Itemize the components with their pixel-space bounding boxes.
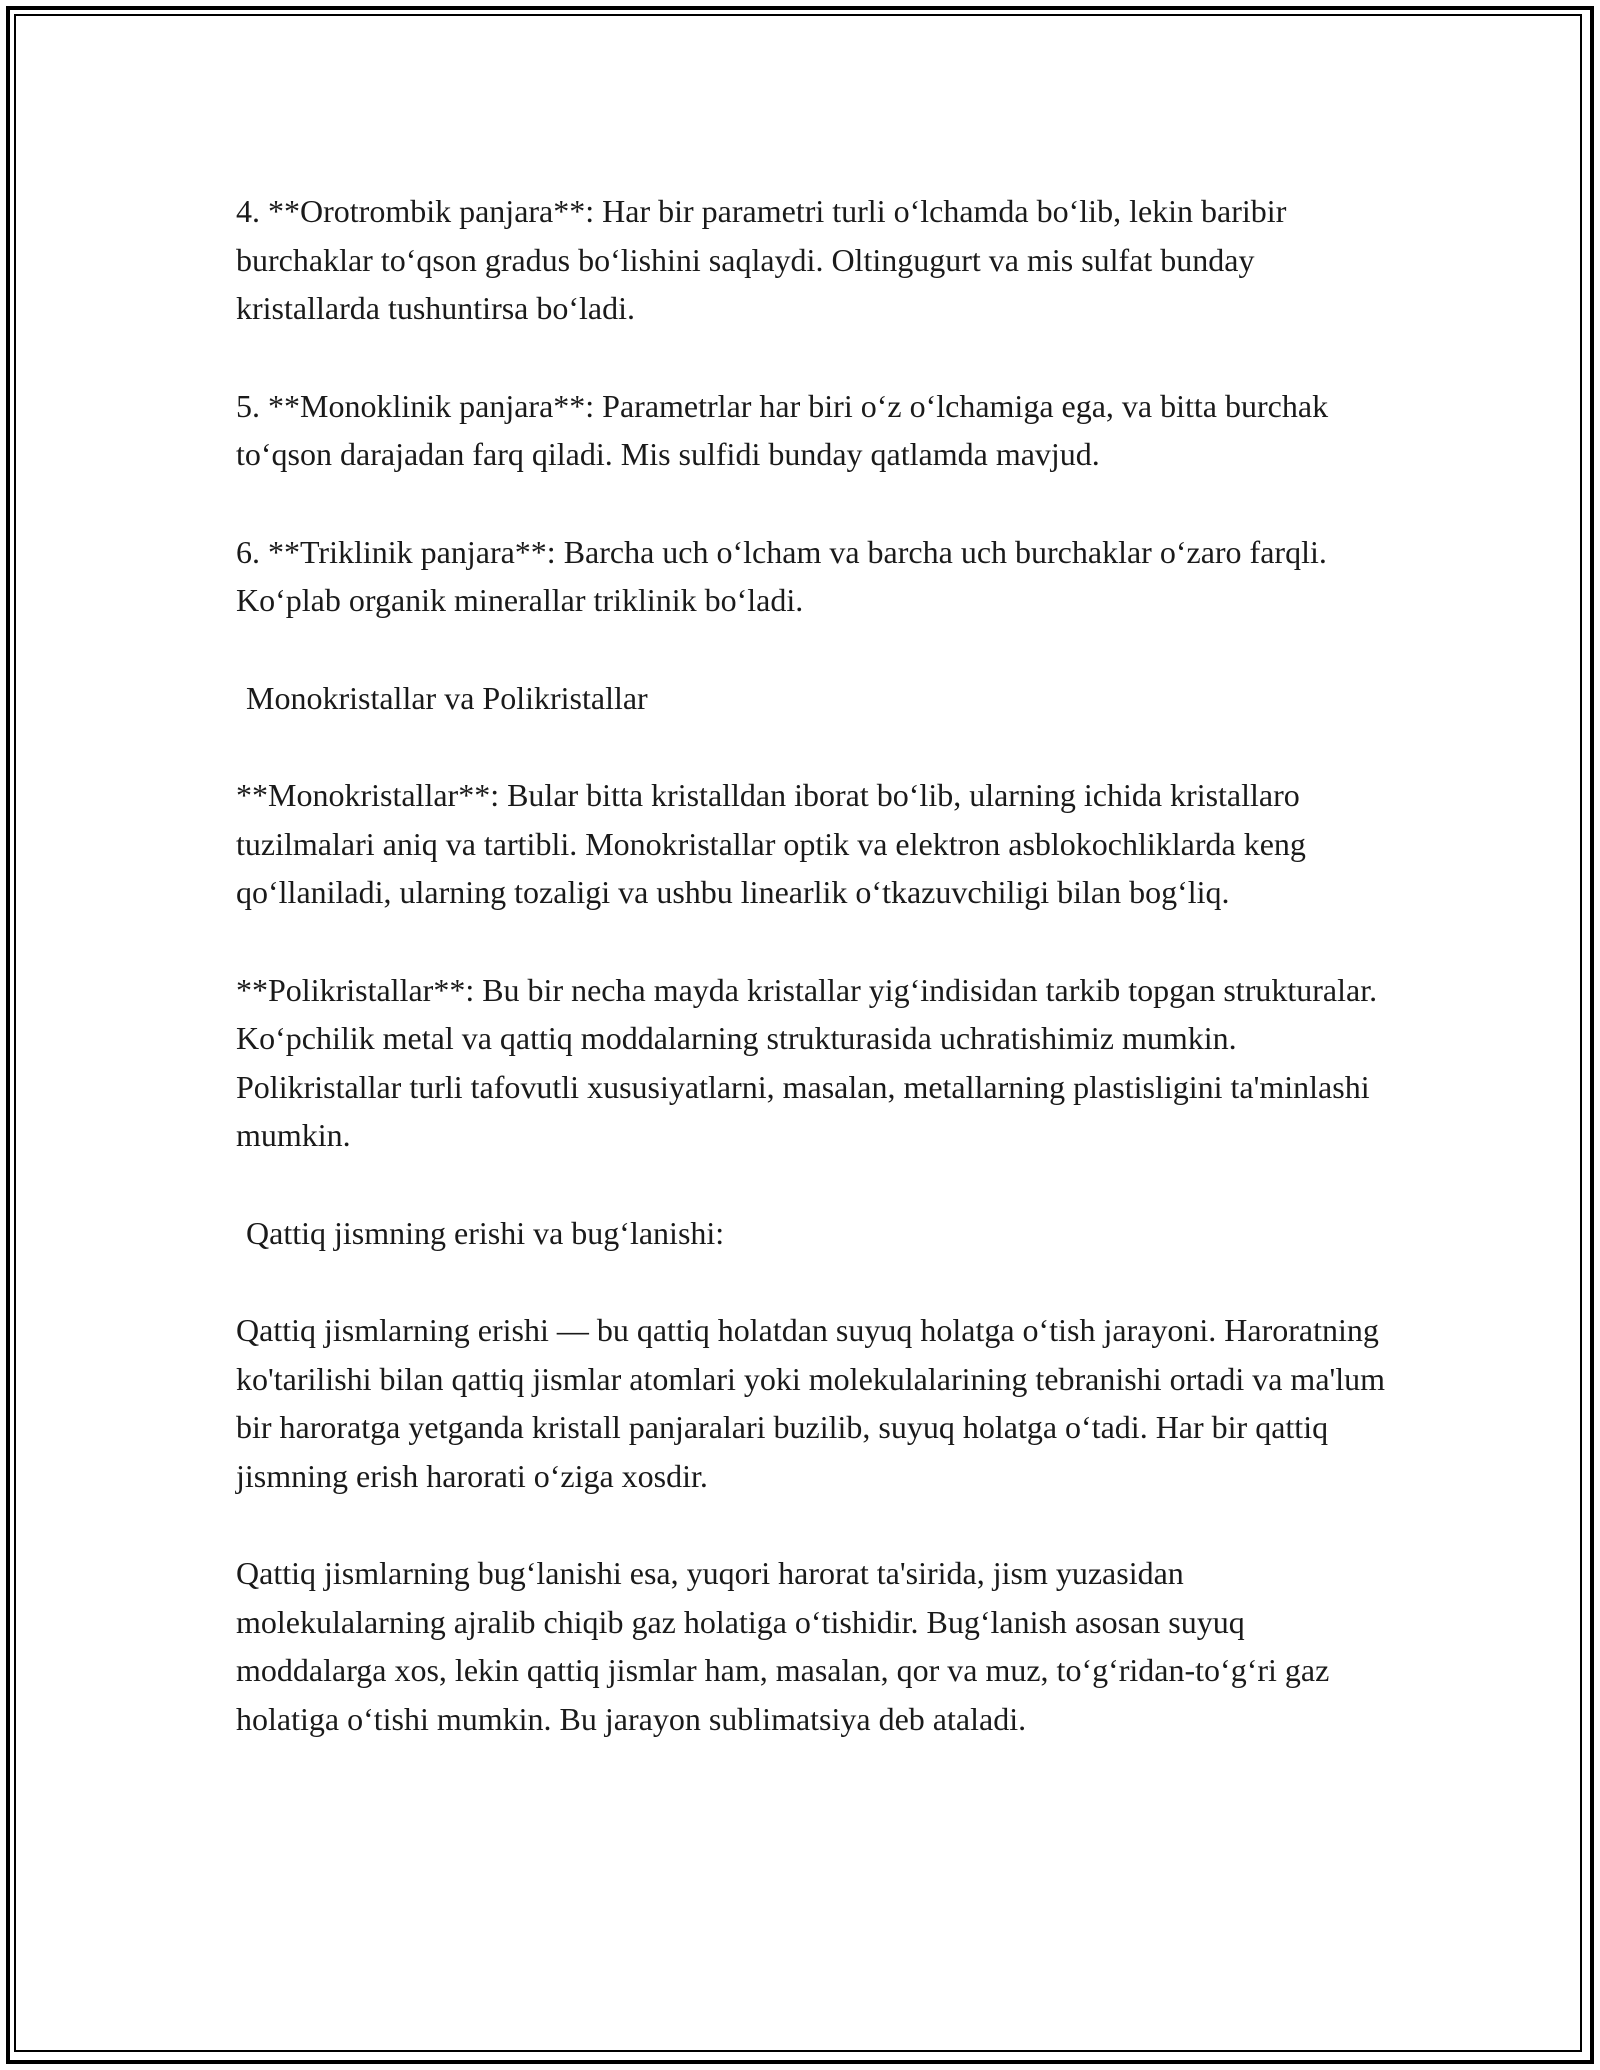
paragraph-evaporation: Qattiq jismlarning bug‘lanishi esa, yuqori harorat ta'sirida, jism yuzasidan molekulalarning ajralib chiqib gaz holatiga o‘tishidir. Bug‘lanish asosan suyuq moddalarga xos, lekin qattiq jismlar ham, masalan, qor va muz, to‘g‘ridan-to‘g‘ri gaz holatiga o‘tishi mumkin. Bu jarayon sublimatsiya deb ataladi. <box>236 1555 1330 1737</box>
section-heading-mono-poly-crystals: Monokristallar va Polikristallar <box>246 679 648 716</box>
paragraph-polycrystals: **Polikristallar**: Bu bir necha mayda kristallar yig‘indisidan tarkib topgan strukturalar. Ko‘pchilik metal va qattiq moddalarning strukturasida uchratishimiz mumkin. Polikristallar turli tafovutli xususiyatlarni, masalan, metallarning plastisligini ta'minlashi mumkin. <box>236 971 1378 1153</box>
paragraph-orthorhombic-lattice: 4. **Orotrombik panjara**: Har bir parametri turli o‘lchamda bo‘lib, lekin baribir burchaklar to‘qson gradus bo‘lishini saqlaydi. Oltingugurt va mis sulfat bunday kristallarda tushuntirsa bo‘ladi. <box>236 193 1287 326</box>
paragraph-monocrystals: **Monokristallar**: Bular bitta kristalldan iborat bo‘lib, ularning ichida kristallaro tuzilmalari aniq va tartibli. Monokristallar optik va elektron asblokochliklarda keng qo‘llaniladi, ularning tozaligi va ushbu linearlik o‘tkazuvchiligi bilan bog‘liq. <box>236 777 1306 910</box>
paragraph-monoclinic-lattice: 5. **Monoklinik panjara**: Parametrlar har biri o‘z o‘lchamiga ega, va bitta burchak to‘qson darajadan farq qiladi. Mis sulfidi bunday qatlamda mavjud. <box>236 387 1329 472</box>
section-heading-melting-evaporation: Qattiq jismning erishi va bug‘lanishi: <box>246 1214 725 1251</box>
paragraph-melting: Qattiq jismlarning erishi — bu qattiq holatdan suyuq holatga o‘tish jarayoni. Haroratning ko'tarilishi bilan qattiq jismlar atomlari yoki molekulalarining tebranishi ortadi va ma'lum bir haroratga yetganda kristall panjaralari buzilib, suyuq holatga o‘tadi. Har bir qattiq jismning erish harorati o‘ziga xosdir. <box>236 1312 1386 1494</box>
document-body <box>236 187 1386 1743</box>
paragraph-triclinic-lattice: 6. **Triklinik panjara**: Barcha uch o‘lcham va barcha uch burchaklar o‘zaro farqli. Ko‘plab organik minerallar triklinik bo‘ladi. <box>236 533 1327 618</box>
